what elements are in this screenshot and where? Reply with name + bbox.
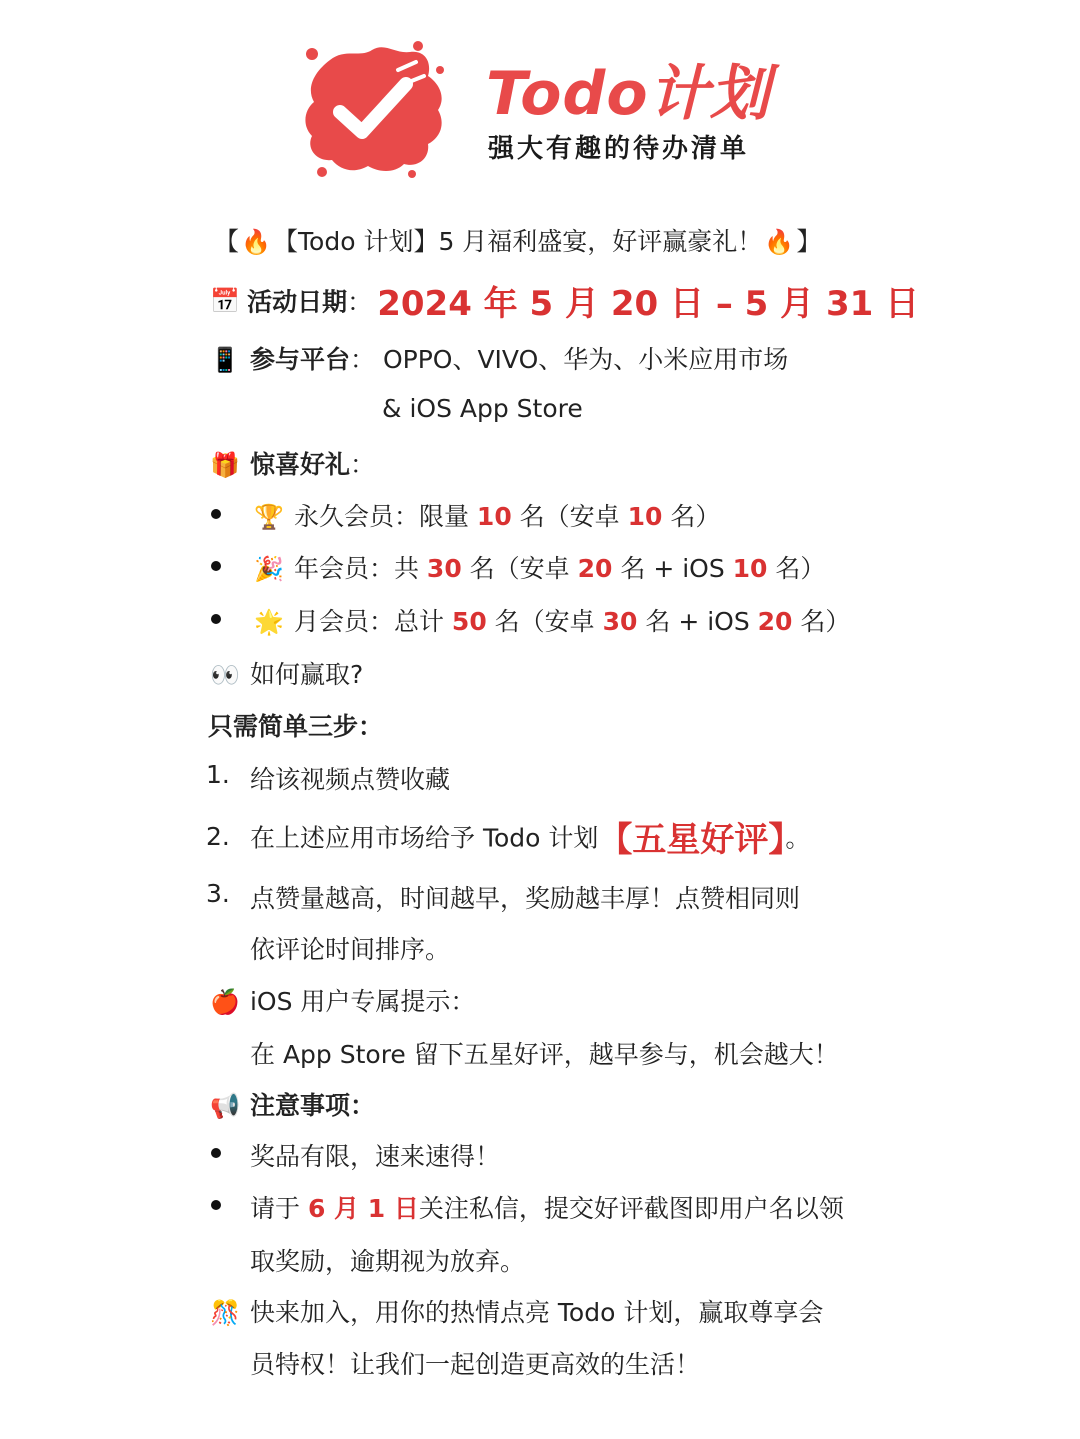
notice-item: [250, 1189, 844, 1225]
eyes-icon: 👀: [210, 661, 240, 689]
steps-title: 只需简单三步：: [208, 712, 384, 741]
platform-value-line1: OPPO、VIVO、华为、小米应用市场: [382, 345, 789, 374]
notice-row: [208, 1086, 375, 1122]
step-number: 3.: [206, 879, 230, 908]
gift-text: 总计: [393, 607, 452, 636]
closing-row: [208, 1293, 823, 1329]
gift-item-monthly: [252, 602, 850, 638]
todo-logo-icon: [300, 40, 448, 178]
calendar-icon: 📅: [210, 286, 240, 315]
brand-title: Todo计划: [486, 59, 771, 129]
gift-count-android: 30: [602, 607, 638, 636]
gift-text: 共: [393, 554, 427, 583]
brand-slogan: 强大有趣的待办清单: [488, 134, 750, 164]
activity-date-label: 活动日期: [247, 287, 348, 317]
closing-line1: 快来加入，用你的热情点亮 Todo 计划，赢取尊享会: [249, 1298, 824, 1327]
headline-right-bracket: 】: [796, 227, 822, 256]
activity-date-row: [208, 276, 919, 325]
phone-icon: 📱: [210, 346, 240, 374]
gift-text: 名（安卓: [511, 502, 628, 531]
platform-label: 参与平台: [249, 345, 350, 374]
headline: [214, 222, 821, 258]
gift-text: 名（安卓: [461, 554, 578, 583]
headline-text: 【Todo 计划】5 月福利盛宴，好评赢豪礼！: [273, 227, 763, 256]
gift-text: 名）: [767, 554, 826, 583]
bullet: [211, 614, 221, 624]
notice-item: 奖品有限，速来速得！: [250, 1142, 501, 1171]
bullet: [211, 1200, 221, 1210]
gift-name: 年会员：: [293, 554, 394, 583]
platform-colon: ：: [349, 345, 375, 374]
gifts-colon: ：: [349, 450, 375, 479]
step-number: 1.: [206, 760, 230, 789]
gift-text: 名（安卓: [486, 607, 603, 636]
gifts-label: 惊喜好礼: [249, 450, 350, 479]
platform-row: [208, 340, 788, 376]
closing-line2: 员特权！让我们一起创造更高效的生活！: [250, 1350, 701, 1379]
bullet: [211, 1148, 221, 1158]
activity-date-colon: ：: [347, 287, 373, 317]
gift-text: 限量: [418, 502, 477, 531]
gift-item-permanent: [252, 497, 720, 533]
step-number: 2.: [206, 822, 230, 851]
gift-text: 名）: [662, 502, 721, 531]
how-row: [208, 655, 363, 691]
apple-icon: 🍎: [210, 988, 240, 1016]
gift-count-ios: 20: [757, 607, 793, 636]
fire-icon: 🔥: [764, 228, 795, 256]
step-text: 点赞量越高，时间越早，奖励越丰厚！点赞相同则: [250, 884, 801, 913]
gift-count: 50: [451, 607, 487, 636]
step-text-end: 。: [785, 823, 811, 853]
step-2-row: [250, 812, 810, 861]
gift-text: 名 + iOS: [637, 607, 758, 636]
gift-text: 名）: [792, 607, 851, 636]
gift-count: 30: [426, 554, 462, 583]
step-text: 给该视频点赞收藏: [250, 765, 451, 794]
bullet: [211, 561, 221, 571]
star-icon: 🌟: [254, 608, 284, 636]
headline-left-bracket: 【: [214, 227, 240, 256]
activity-date-value: 2024 年 5 月 20 日 – 5 月 31 日: [377, 284, 920, 324]
megaphone-icon: 📢: [210, 1092, 240, 1120]
gift-count-ios: 10: [732, 554, 768, 583]
five-star-highlight: 【五星好评】: [598, 820, 786, 860]
notice-pre: 请于: [250, 1194, 308, 1223]
notice-post: 关注私信，提交好评截图即用户名以领: [418, 1194, 844, 1223]
gift-name: 永久会员：: [293, 502, 419, 531]
step-text: 在上述应用市场给予 Todo 计划: [250, 823, 599, 853]
platform-value-line2: & iOS App Store: [382, 394, 583, 423]
celebration-icon: 🎊: [210, 1299, 240, 1327]
trophy-icon: 🏆: [254, 503, 284, 531]
gift-text: 名 + iOS: [612, 554, 733, 583]
notice-label: 注意事项：: [249, 1091, 375, 1120]
ios-tip-text: 在 App Store 留下五星好评，越早参与，机会越大！: [250, 1040, 839, 1069]
gift-item-annual: [252, 549, 825, 585]
bullet: [211, 509, 221, 519]
notice-date: 6 月 1 日: [307, 1194, 419, 1223]
gift-count-android: 20: [577, 554, 613, 583]
step-text-line2: 依评论时间排序。: [250, 935, 451, 964]
gift-count-android: 10: [627, 502, 663, 531]
ios-tip-row: [208, 982, 475, 1018]
notice-item-line2: 取奖励，逾期视为放弃。: [250, 1247, 526, 1276]
gift-icon: 🎁: [210, 451, 240, 479]
gifts-row: [208, 445, 375, 481]
gift-name: 月会员：: [293, 607, 394, 636]
gift-count: 10: [476, 502, 512, 531]
ios-tip-label: iOS 用户专属提示：: [249, 987, 476, 1016]
how-text: 如何赢取?: [249, 660, 364, 689]
party-popper-icon: 🎉: [254, 555, 284, 583]
fire-icon: 🔥: [241, 228, 271, 256]
